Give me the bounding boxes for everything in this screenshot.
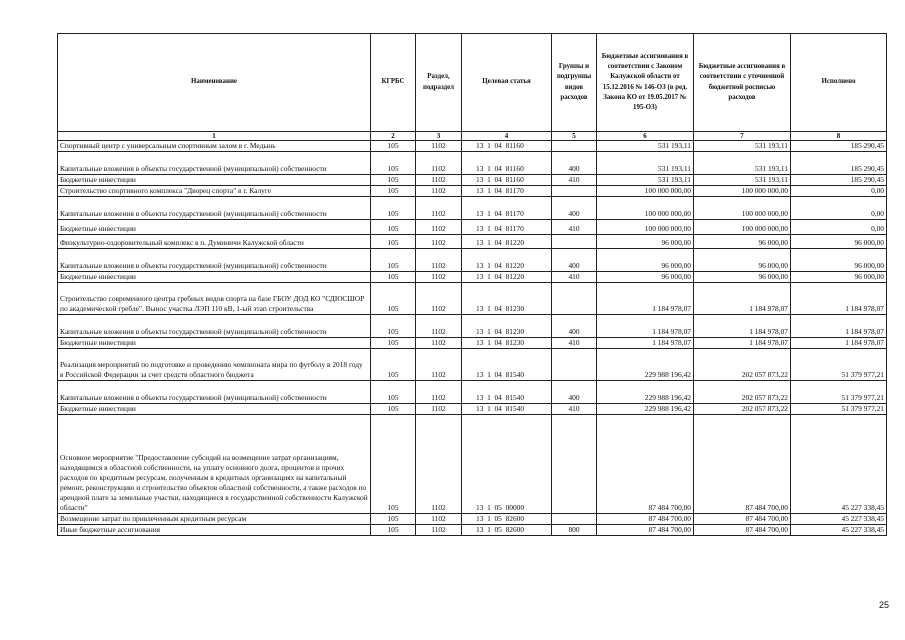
row-target-cell: 13 1 04 81220 (462, 272, 552, 283)
budget-table (57, 33, 887, 536)
row-law-amount-cell: 229 988 196,42 (597, 381, 694, 404)
row-law-amount-cell: 87 484 700,00 (597, 514, 694, 525)
row-group-cell (552, 141, 597, 152)
row-refined-amount-cell: 100 000 000,00 (694, 186, 791, 197)
row-kgrbs-cell: 105 (371, 315, 416, 338)
column-number: 3 (416, 132, 462, 141)
row-target-cell: 13 1 04 81170 (462, 220, 552, 235)
row-section-cell: 1102 (416, 175, 462, 186)
row-target-cell: 13 1 04 81230 (462, 338, 552, 349)
row-law-amount-cell: 96 000,00 (597, 272, 694, 283)
row-group-cell (552, 349, 597, 381)
budget-table-sheet (57, 33, 886, 536)
row-section-cell: 1102 (416, 249, 462, 272)
row-refined-amount-cell: 531 193,11 (694, 152, 791, 175)
table-row (58, 272, 887, 283)
row-target-cell: 13 1 05 00000 (462, 415, 552, 514)
table-row (58, 152, 887, 175)
row-target-cell: 13 1 04 81540 (462, 349, 552, 381)
row-section-cell: 1102 (416, 525, 462, 536)
row-kgrbs-cell: 105 (371, 152, 416, 175)
header-section: Раздел, подраздел (416, 34, 462, 132)
row-kgrbs-cell: 105 (371, 220, 416, 235)
row-refined-amount-cell: 100 000 000,00 (694, 197, 791, 220)
row-kgrbs-cell: 105 (371, 141, 416, 152)
row-group-cell: 400 (552, 381, 597, 404)
row-target-cell: 13 1 04 81170 (462, 186, 552, 197)
row-kgrbs-cell: 105 (371, 404, 416, 415)
row-target-cell: 13 1 05 82600 (462, 514, 552, 525)
row-executed-amount-cell: 0,00 (791, 186, 887, 197)
row-law-amount-cell: 87 484 700,00 (597, 415, 694, 514)
row-executed-amount-cell: 1 184 978,07 (791, 315, 887, 338)
row-section-cell: 1102 (416, 152, 462, 175)
row-group-cell (552, 283, 597, 315)
row-name-cell: Бюджетные инвестиции (58, 175, 371, 186)
row-law-amount-cell: 531 193,11 (597, 141, 694, 152)
table-row (58, 338, 887, 349)
row-section-cell: 1102 (416, 514, 462, 525)
row-refined-amount-cell: 96 000,00 (694, 249, 791, 272)
row-name-cell: Строительство современного центра гребных видов спорта на базе ГБОУ ДОД КО "СДЮСШОР по академической гребле". Вынос участка ЛЭП 110 кВ, 1-ый этап строительства (58, 283, 371, 315)
row-target-cell: 13 1 04 81160 (462, 141, 552, 152)
row-refined-amount-cell: 96 000,00 (694, 272, 791, 283)
row-refined-amount-cell: 531 193,11 (694, 175, 791, 186)
row-kgrbs-cell: 105 (371, 514, 416, 525)
row-executed-amount-cell: 45 227 338,45 (791, 514, 887, 525)
row-name-cell: Капитальные вложения в объекты государственной (муниципальной) собственности (58, 152, 371, 175)
header-law: Бюджетные ассигнования в соответствии с Законом Калужской области от 15.12.2016 № 146-ОЗ (в ред. Закона КО от 19.05.2017 № 195-ОЗ) (597, 34, 694, 132)
row-executed-amount-cell: 96 000,00 (791, 272, 887, 283)
table-row (58, 235, 887, 249)
table-row (58, 415, 887, 514)
header-executed: Исполнено (791, 34, 887, 132)
row-refined-amount-cell: 531 193,11 (694, 141, 791, 152)
row-target-cell: 13 1 04 81220 (462, 235, 552, 249)
row-executed-amount-cell: 185 290,45 (791, 175, 887, 186)
column-number: 4 (462, 132, 552, 141)
row-law-amount-cell: 100 000 000,00 (597, 186, 694, 197)
column-number-row (58, 132, 887, 141)
column-number: 6 (597, 132, 694, 141)
column-number: 1 (58, 132, 371, 141)
row-executed-amount-cell: 0,00 (791, 197, 887, 220)
row-group-cell: 410 (552, 338, 597, 349)
row-target-cell: 13 1 04 81220 (462, 249, 552, 272)
row-section-cell: 1102 (416, 220, 462, 235)
header-target: Целевая статья (462, 34, 552, 132)
row-group-cell: 410 (552, 404, 597, 415)
row-law-amount-cell: 96 000,00 (597, 249, 694, 272)
table-row (58, 220, 887, 235)
row-target-cell: 13 1 04 81230 (462, 315, 552, 338)
row-kgrbs-cell: 105 (371, 186, 416, 197)
row-executed-amount-cell: 96 000,00 (791, 249, 887, 272)
row-section-cell: 1102 (416, 141, 462, 152)
row-name-cell: Бюджетные инвестиции (58, 272, 371, 283)
column-number: 5 (552, 132, 597, 141)
row-kgrbs-cell: 105 (371, 249, 416, 272)
row-executed-amount-cell: 185 290,45 (791, 152, 887, 175)
row-section-cell: 1102 (416, 197, 462, 220)
row-section-cell: 1102 (416, 272, 462, 283)
row-group-cell: 410 (552, 175, 597, 186)
row-refined-amount-cell: 1 184 978,07 (694, 338, 791, 349)
row-law-amount-cell: 531 193,11 (597, 175, 694, 186)
row-refined-amount-cell: 1 184 978,07 (694, 283, 791, 315)
row-name-cell: Капитальные вложения в объекты государственной (муниципальной) собственности (58, 197, 371, 220)
row-name-cell: Бюджетные инвестиции (58, 338, 371, 349)
row-refined-amount-cell: 100 000 000,00 (694, 220, 791, 235)
row-target-cell: 13 1 04 81540 (462, 404, 552, 415)
row-section-cell: 1102 (416, 381, 462, 404)
table-row (58, 186, 887, 197)
row-name-cell: Основное мероприятие "Предоставление субсидий на возмещение затрат организациям, находящимся в областной собственности, на уплату основного долга, процентов и прочих расходов по кредитным ресурсам, полученным в кредитных организациях на капитальный ремонт, реконструкцию и строительство объектов областной собственности, а также расходов по арендной плате за земельные участки, находящиеся в государственной собственности Калужской области" (58, 415, 371, 514)
column-number: 2 (371, 132, 416, 141)
table-row (58, 315, 887, 338)
row-kgrbs-cell: 105 (371, 338, 416, 349)
row-executed-amount-cell: 96 000,00 (791, 235, 887, 249)
row-executed-amount-cell: 51 379 977,21 (791, 404, 887, 415)
row-kgrbs-cell: 105 (371, 349, 416, 381)
header-refined: Бюджетные ассигнования в соответствии с уточненной бюджетной росписью расходов (694, 34, 791, 132)
row-group-cell (552, 415, 597, 514)
row-target-cell: 13 1 05 82600 (462, 525, 552, 536)
row-group-cell: 800 (552, 525, 597, 536)
row-name-cell: Реализация мероприятий по подготовке и проведению чемпионата мира по футболу в 2018 году в Российской Федерации за счет средств областного бюджета (58, 349, 371, 381)
column-number: 8 (791, 132, 887, 141)
row-refined-amount-cell: 87 484 700,00 (694, 525, 791, 536)
row-section-cell: 1102 (416, 338, 462, 349)
row-group-cell: 400 (552, 152, 597, 175)
row-section-cell: 1102 (416, 186, 462, 197)
table-row (58, 175, 887, 186)
column-number: 7 (694, 132, 791, 141)
row-executed-amount-cell: 51 379 977,21 (791, 381, 887, 404)
table-row (58, 283, 887, 315)
table-body (58, 141, 887, 536)
row-kgrbs-cell: 105 (371, 415, 416, 514)
row-executed-amount-cell: 0,00 (791, 220, 887, 235)
row-refined-amount-cell: 87 484 700,00 (694, 415, 791, 514)
row-name-cell: Капитальные вложения в объекты государственной (муниципальной) собственности (58, 315, 371, 338)
row-law-amount-cell: 1 184 978,07 (597, 315, 694, 338)
row-kgrbs-cell: 105 (371, 525, 416, 536)
table-row (58, 381, 887, 404)
row-executed-amount-cell: 45 227 338,45 (791, 525, 887, 536)
row-law-amount-cell: 229 988 196,42 (597, 349, 694, 381)
row-group-cell: 400 (552, 249, 597, 272)
row-target-cell: 13 1 04 81540 (462, 381, 552, 404)
row-name-cell: Капитальные вложения в объекты государственной (муниципальной) собственности (58, 381, 371, 404)
header-kgrbs: КГРБС (371, 34, 416, 132)
row-refined-amount-cell: 96 000,00 (694, 235, 791, 249)
row-law-amount-cell: 87 484 700,00 (597, 525, 694, 536)
header-groups: Группы и подгруппы видов расходов (552, 34, 597, 132)
row-target-cell: 13 1 04 81160 (462, 152, 552, 175)
row-executed-amount-cell: 1 184 978,07 (791, 283, 887, 315)
row-law-amount-cell: 229 988 196,42 (597, 404, 694, 415)
table-row (58, 141, 887, 152)
row-executed-amount-cell: 185 290,45 (791, 141, 887, 152)
row-refined-amount-cell: 202 057 873,22 (694, 381, 791, 404)
row-kgrbs-cell: 105 (371, 272, 416, 283)
row-name-cell: Спортивный центр с универсальным спортивным залом в г. Медынь (58, 141, 371, 152)
row-target-cell: 13 1 04 81160 (462, 175, 552, 186)
row-section-cell: 1102 (416, 235, 462, 249)
row-group-cell (552, 186, 597, 197)
row-section-cell: 1102 (416, 283, 462, 315)
table-row (58, 249, 887, 272)
row-group-cell: 410 (552, 220, 597, 235)
row-section-cell: 1102 (416, 415, 462, 514)
row-kgrbs-cell: 105 (371, 235, 416, 249)
row-name-cell: Бюджетные инвестиции (58, 404, 371, 415)
row-executed-amount-cell: 1 184 978,07 (791, 338, 887, 349)
table-row (58, 525, 887, 536)
row-name-cell: Бюджетные инвестиции (58, 220, 371, 235)
row-name-cell: Физкультурно-оздоровительный комплекс в п. Думиничи Калужской области (58, 235, 371, 249)
row-name-cell: Строительство спортивного комплекса "Дворец спорта" в г. Калуге (58, 186, 371, 197)
header-name: Наименование (58, 34, 371, 132)
row-refined-amount-cell: 1 184 978,07 (694, 315, 791, 338)
row-kgrbs-cell: 105 (371, 197, 416, 220)
row-law-amount-cell: 1 184 978,07 (597, 283, 694, 315)
row-group-cell (552, 235, 597, 249)
row-group-cell: 400 (552, 197, 597, 220)
row-section-cell: 1102 (416, 404, 462, 415)
row-name-cell: Возмещение затрат по привлеченным кредитным ресурсам (58, 514, 371, 525)
row-law-amount-cell: 100 000 000,00 (597, 197, 694, 220)
row-law-amount-cell: 100 000 000,00 (597, 220, 694, 235)
row-group-cell (552, 514, 597, 525)
table-row (58, 404, 887, 415)
row-executed-amount-cell: 45 227 338,45 (791, 415, 887, 514)
row-section-cell: 1102 (416, 349, 462, 381)
row-kgrbs-cell: 105 (371, 175, 416, 186)
row-law-amount-cell: 531 193,11 (597, 152, 694, 175)
row-law-amount-cell: 96 000,00 (597, 235, 694, 249)
row-target-cell: 13 1 04 81170 (462, 197, 552, 220)
table-row (58, 514, 887, 525)
table-row (58, 349, 887, 381)
row-refined-amount-cell: 202 057 873,22 (694, 349, 791, 381)
row-executed-amount-cell: 51 379 977,21 (791, 349, 887, 381)
page-number: 25 (879, 600, 890, 610)
row-kgrbs-cell: 105 (371, 381, 416, 404)
header-row (58, 34, 887, 132)
row-name-cell: Капитальные вложения в объекты государственной (муниципальной) собственности (58, 249, 371, 272)
row-kgrbs-cell: 105 (371, 283, 416, 315)
row-law-amount-cell: 1 184 978,07 (597, 338, 694, 349)
row-group-cell: 400 (552, 315, 597, 338)
row-refined-amount-cell: 87 484 700,00 (694, 514, 791, 525)
row-group-cell: 410 (552, 272, 597, 283)
row-refined-amount-cell: 202 057 873,22 (694, 404, 791, 415)
row-target-cell: 13 1 04 81230 (462, 283, 552, 315)
row-section-cell: 1102 (416, 315, 462, 338)
table-row (58, 197, 887, 220)
row-name-cell: Иные бюджетные ассигнования (58, 525, 371, 536)
